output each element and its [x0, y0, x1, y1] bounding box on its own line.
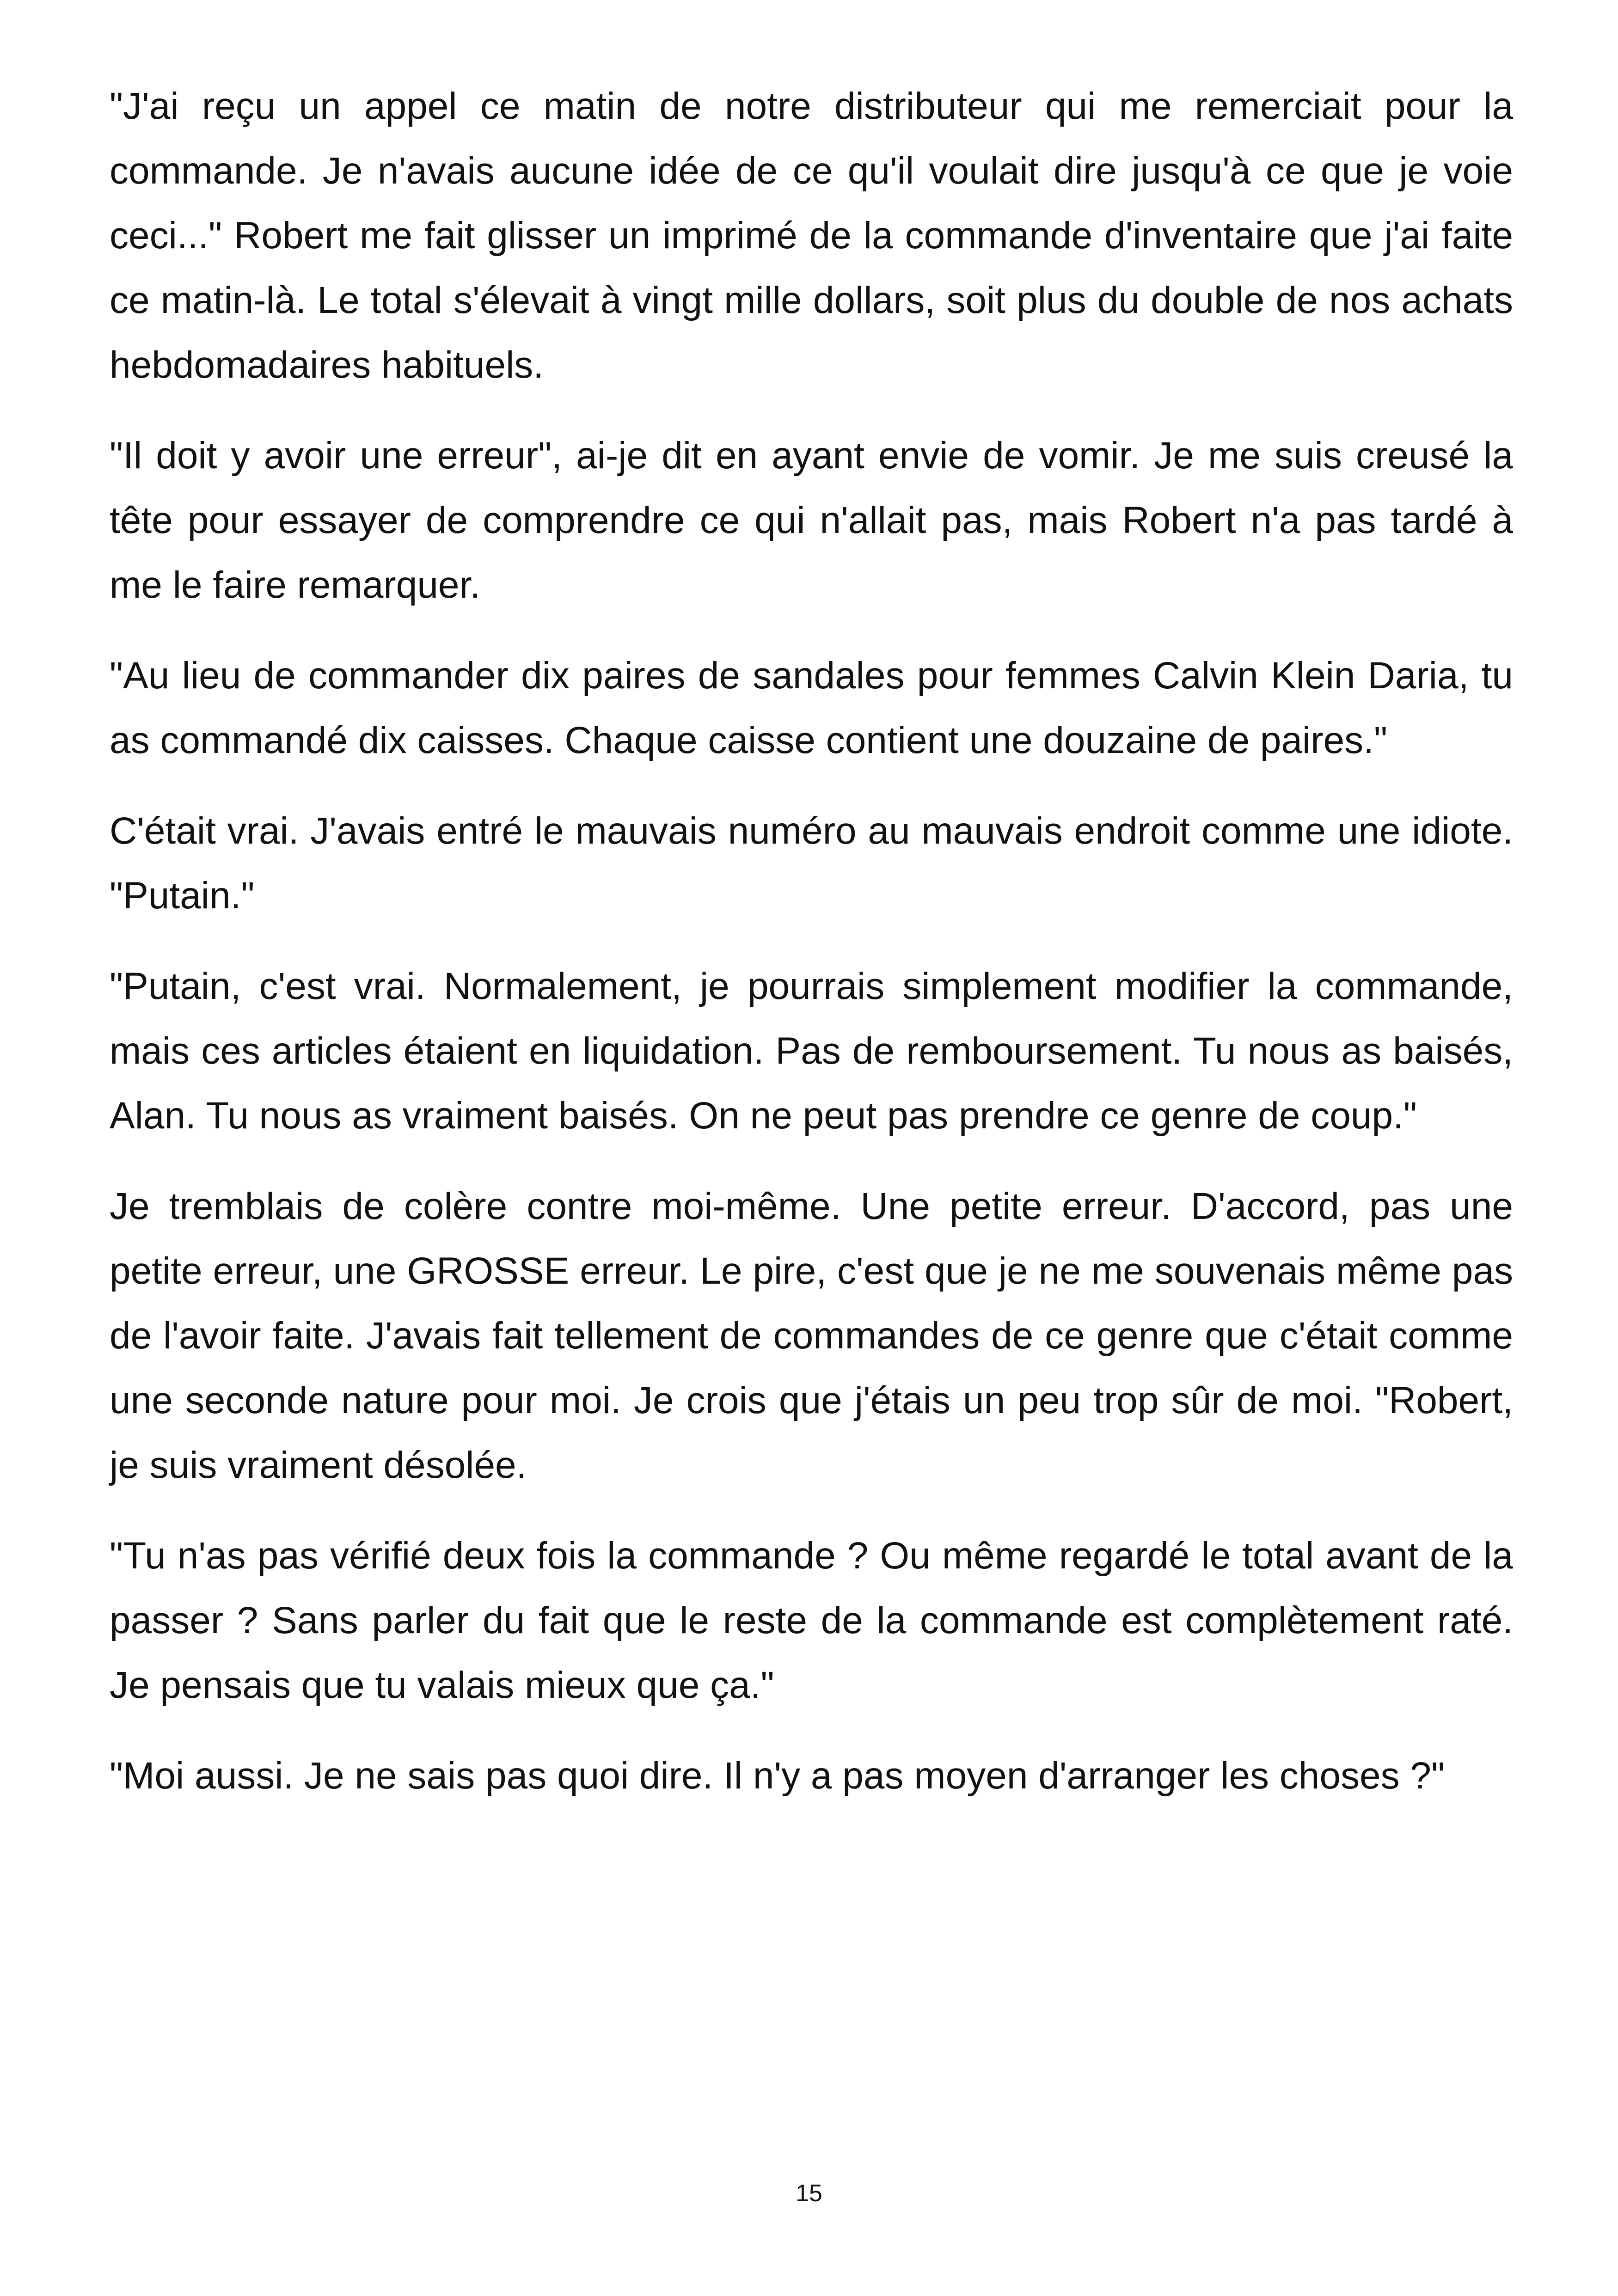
paragraph-1: "J'ai reçu un appel ce matin de notre distributeur qui me remerciait pour la commande. Je n'avais aucune idée de ce qu'il voulait dire jusqu'à ce que je voie ceci..." Robert me fait glisser un imprimé de la commande d'inventaire que j'ai faite ce matin-là. Le total s'élevait à vingt mille dollars, soit plus du double de nos achats hebdomadaires habituels.	[110, 85, 1513, 386]
paragraph-4: C'était vrai. J'avais entré le mauvais numéro au mauvais endroit comme une idiote. "Putain."	[110, 810, 1513, 917]
page-number: 15	[796, 2180, 822, 2207]
paragraph-6: Je tremblais de colère contre moi-même. Une petite erreur. D'accord, pas une petite erreur, une GROSSE erreur. Le pire, c'est que je ne me souvenais même pas de l'avoir faite. J'avais fait tellement de commandes de ce genre que c'était comme une seconde nature pour moi. Je crois que j'étais un peu trop sûr de moi. "Robert, je suis vraiment désolée.	[110, 1185, 1513, 1486]
paragraph-3: "Au lieu de commander dix paires de sandales pour femmes Calvin Klein Daria, tu as commandé dix caisses. Chaque caisse contient une douzaine de paires."	[110, 655, 1513, 761]
paragraph-7: "Tu n'as pas vérifié deux fois la commande ? Ou même regardé le total avant de la passer ? Sans parler du fait que le reste de la commande est complètement raté. Je pensais que tu valais mieux que ça."	[110, 1535, 1513, 1706]
paragraph-8: "Moi aussi. Je ne sais pas quoi dire. Il n'y a pas moyen d'arranger les choses ?"	[110, 1755, 1445, 1797]
paragraph-2: "Il doit y avoir une erreur", ai-je dit en ayant envie de vomir. Je me suis creusé la tête pour essayer de comprendre ce qui n'allait pas, mais Robert n'a pas tardé à me le faire remarquer.	[110, 435, 1513, 606]
paragraph-5: "Putain, c'est vrai. Normalement, je pourrais simplement modifier la commande, mais ces articles étaient en liquidation. Pas de remboursement. Tu nous as baisés, Alan. Tu nous as vraiment baisés. On ne peut pas prendre ce genre de coup."	[110, 965, 1513, 1137]
body-text	[110, 74, 1513, 1834]
